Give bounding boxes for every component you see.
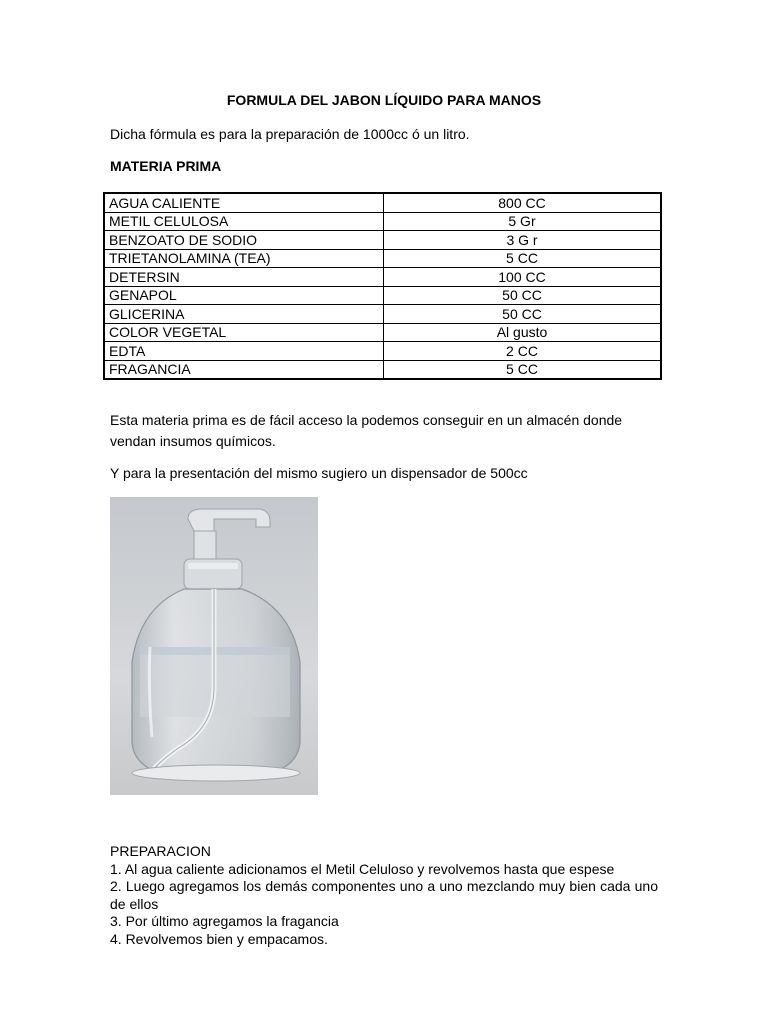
ingredient-qty: 50 CC (384, 286, 662, 305)
preparation-heading: PREPARACION (110, 843, 211, 859)
ingredient-name: GLICERINA (104, 305, 384, 324)
ingredient-name: COLOR VEGETAL (104, 323, 384, 342)
access-paragraph: Esta materia prima es de fácil acceso la podemos conseguir en un almacén donde vendan insumos químicos. (110, 412, 623, 449)
table-row (104, 212, 661, 231)
preparation-step: 3. Por último agregamos la fragancia (110, 913, 339, 929)
preparation-step: 4. Revolvemos bien y empacamos. (110, 930, 328, 947)
ingredient-name: EDTA (104, 342, 384, 361)
ingredient-name: AGUA CALIENTE (104, 193, 384, 212)
ingredient-qty: Al gusto (384, 323, 662, 342)
preparation-section (110, 843, 658, 948)
soap-dispenser-photo (110, 497, 318, 795)
table-row (104, 286, 661, 305)
table-row (104, 323, 661, 342)
table-row (104, 305, 661, 324)
ingredient-qty: 5 CC (384, 360, 662, 379)
ingredient-qty: 5 Gr (384, 212, 662, 231)
ingredient-qty: 2 CC (384, 342, 662, 361)
table-row (104, 268, 661, 287)
soap-dispenser-bottle-icon (110, 497, 318, 795)
document-title: FORMULA DEL JABON LÍQUIDO PARA MANOS (226, 92, 542, 108)
ingredient-name: METIL CELULOSA (104, 212, 384, 231)
preparation-step: 2. Luego agregamos los demás componentes uno a uno mezclando muy bien cada uno de ellos (110, 878, 658, 912)
ingredient-name: GENAPOL (104, 286, 384, 305)
table-row (104, 193, 661, 212)
preparation-step: 1. Al agua caliente adicionamos el Metil Celuloso y revolvemos hasta que espese (110, 860, 615, 877)
section-heading: MATERIA PRIMA (110, 158, 222, 174)
ingredient-qty: 800 CC (384, 193, 662, 212)
presentation-paragraph: Y para la presentación del mismo sugiero un dispensador de 500cc (110, 465, 528, 481)
table-row (104, 342, 661, 361)
table-row (104, 360, 661, 379)
ingredient-qty: 100 CC (384, 268, 662, 287)
intro-text: Dicha fórmula es para la preparación de 1000cc ó un litro. (110, 126, 470, 142)
ingredient-qty: 50 CC (384, 305, 662, 324)
table-row (104, 231, 661, 250)
ingredients-table (103, 192, 662, 380)
ingredient-qty: 3 G r (384, 231, 662, 250)
ingredient-name: DETERSIN (104, 268, 384, 287)
ingredient-qty: 5 CC (384, 249, 662, 268)
table-row (104, 249, 661, 268)
ingredient-name: TRIETANOLAMINA (TEA) (104, 249, 384, 268)
ingredient-name: BENZOATO DE SODIO (104, 231, 384, 250)
ingredient-name: FRAGANCIA (104, 360, 384, 379)
